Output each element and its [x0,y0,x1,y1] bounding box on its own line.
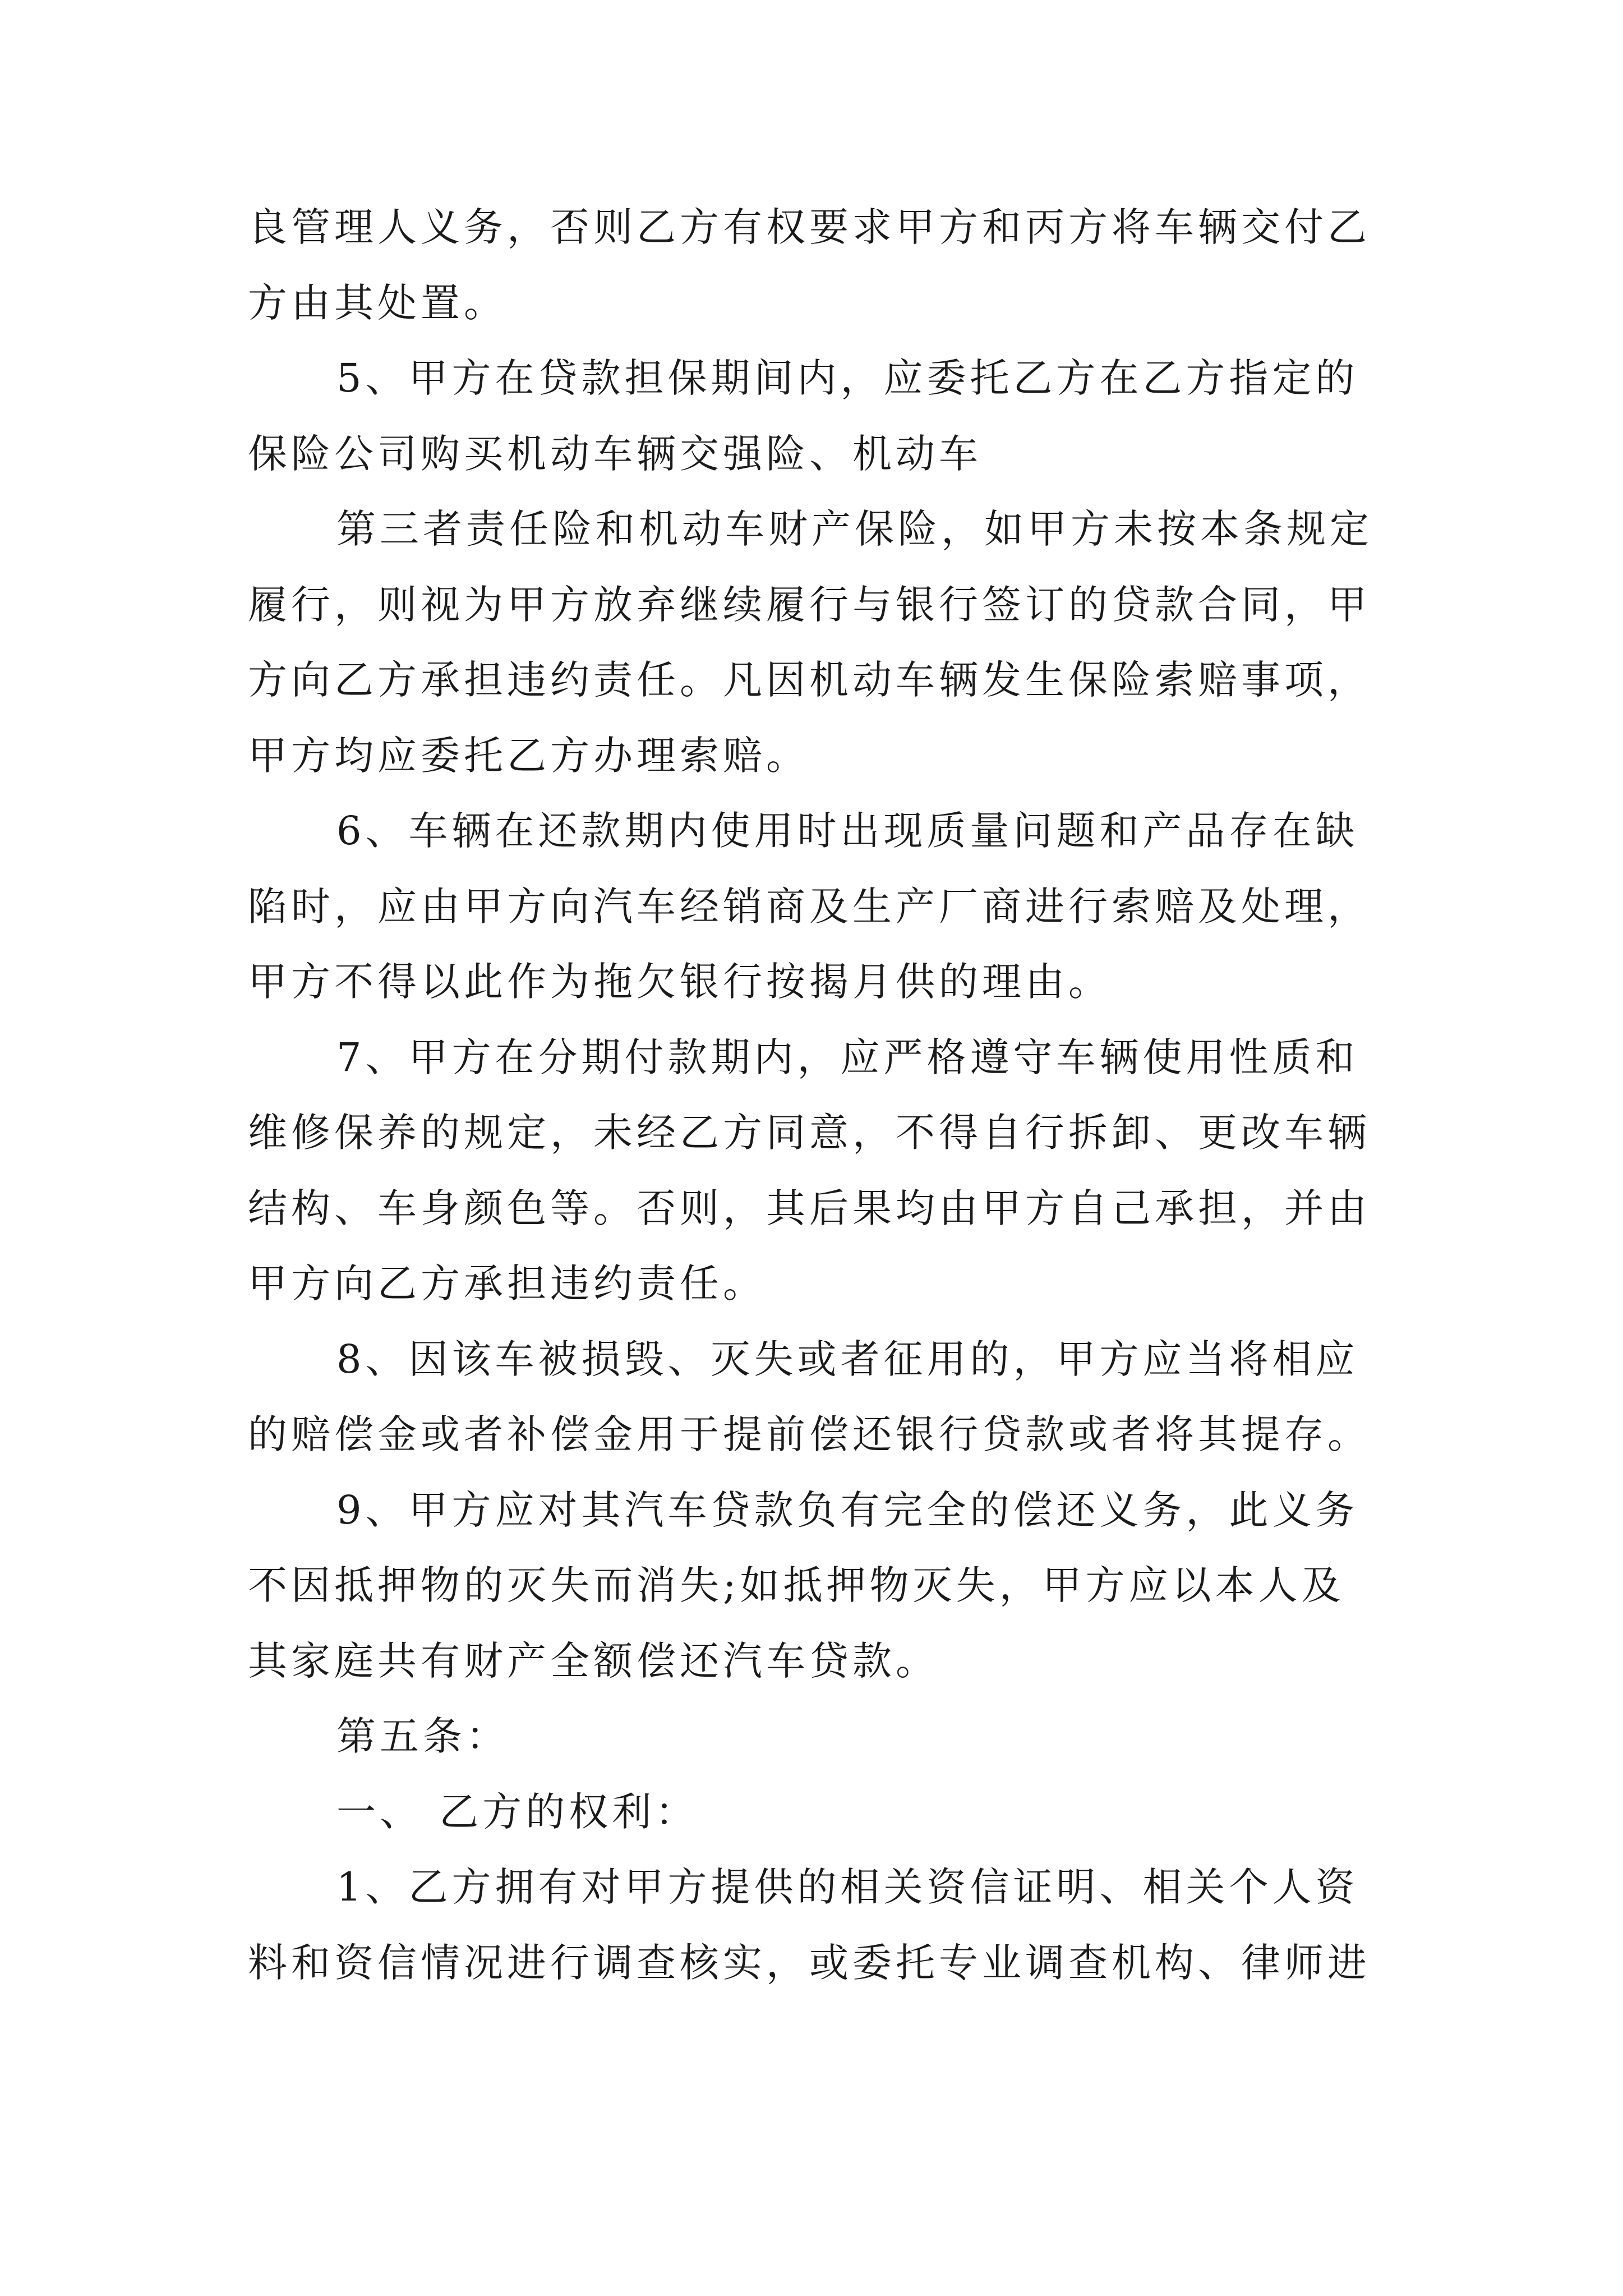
text-line: 履行，则视为甲方放弃继续履行与银行签订的贷款合同，甲 [248,582,1371,628]
text-line: 8、因该车被损毁、灭失或者征用的，甲方应当将相应 [336,1336,1359,1382]
text-line: 一、 乙方的权利： [336,1789,699,1835]
text-line: 甲方向乙方承担违约责任。 [248,1260,766,1306]
text-line: 的赔偿金或者补偿金用于提前偿还银行贷款或者将其提存。 [248,1411,1371,1457]
text-line: 不因抵押物的灭失而消失;如抵押物灭失，甲方应以本人及 [248,1562,1345,1608]
text-line: 料和资信情况进行调查核实，或委托专业调查机构、律师进 [248,1940,1371,1986]
text-line: 保险公司购买机动车辆交强险、机动车 [248,431,982,477]
text-line: 7、甲方在分期付款期内，应严格遵守车辆使用性质和 [336,1034,1359,1080]
text-line: 其家庭共有财产全额偿还汽车贷款。 [248,1638,939,1684]
text-line: 9、甲方应对其汽车贷款负有完全的偿还义务，此义务 [336,1487,1359,1533]
text-line: 1、乙方拥有对甲方提供的相关资信证明、相关个人资 [336,1864,1359,1910]
text-line: 维修保养的规定，未经乙方同意，不得自行拆卸、更改车辆 [248,1110,1371,1156]
text-line: 方由其处置。 [248,280,507,326]
text-line: 5、甲方在贷款担保期间内，应委托乙方在乙方指定的 [336,355,1359,401]
text-line: 陷时，应由甲方向汽车经销商及生产厂商进行索赔及处理， [248,884,1371,930]
text-line: 结构、车身颜色等。否则，其后果均由甲方自己承担，并由 [248,1185,1371,1231]
text-line: 第五条： [336,1713,509,1759]
text-line: 方向乙方承担违约责任。凡因机动车辆发生保险索赔事项， [248,657,1371,703]
text-line: 良管理人义务，否则乙方有权要求甲方和丙方将车辆交付乙 [248,204,1371,250]
text-line: 甲方均应委托乙方办理索赔。 [248,733,809,779]
text-line: 6、车辆在还款期内使用时出现质量问题和产品存在缺 [336,808,1359,854]
text-line: 甲方不得以此作为拖欠银行按揭月供的理由。 [248,959,1112,1005]
text-line: 第三者责任险和机动车财产保险，如甲方未按本条规定 [336,506,1373,552]
